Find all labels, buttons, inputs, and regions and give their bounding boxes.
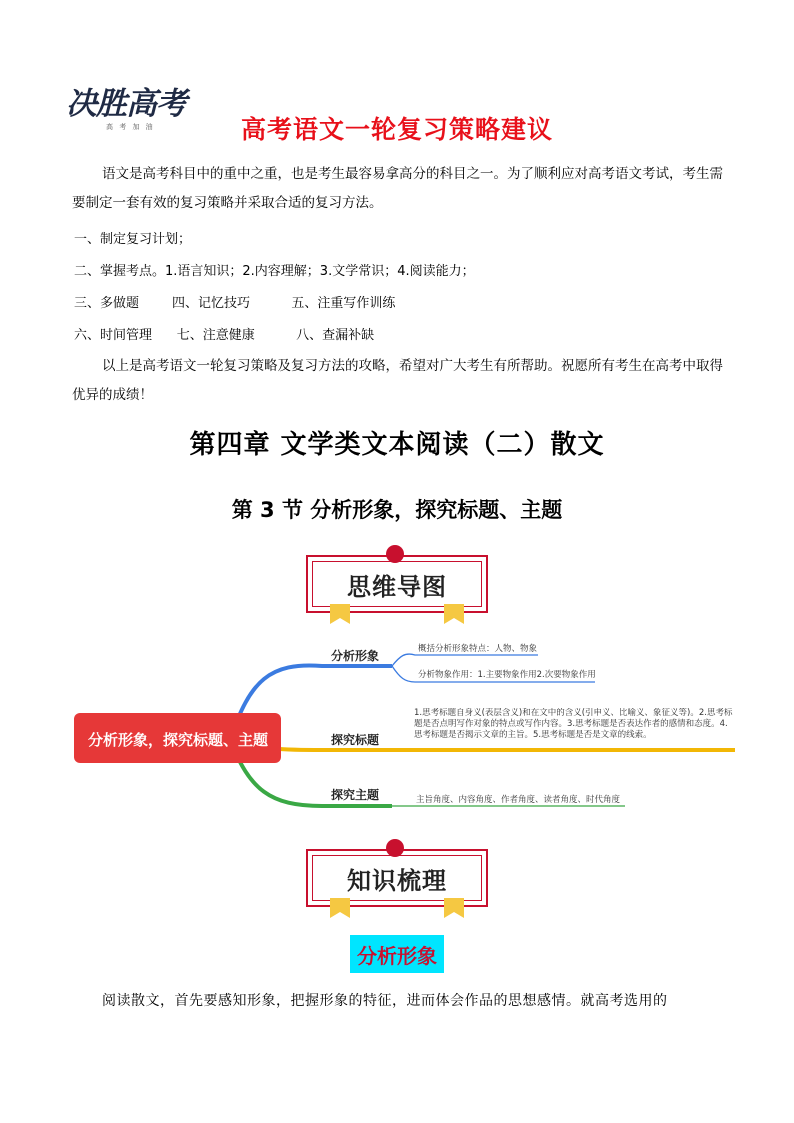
- chapter-title: 第四章 文学类文本阅读（二）散文: [189, 430, 605, 460]
- analyze-image-label: 分析形象: [350, 935, 444, 973]
- branch-2-detail-box: [414, 708, 736, 750]
- branch-1-detail-2: 分析物象作用：1.主要物象作用2.次要物象作用: [418, 670, 596, 680]
- ribbon-icon: [444, 898, 464, 918]
- branch-label-1: 分析形象: [331, 649, 380, 663]
- logo-subtext: 高 考 加 油: [106, 123, 155, 131]
- branch-label-2: 探究标题: [331, 733, 380, 747]
- section-title: 第 3 节 分析形象，探究标题、主题: [231, 498, 563, 522]
- document-title: 高考语文一轮复习策略建议: [240, 115, 553, 144]
- intro-paragraph: 语文是高考科目中的重中之重，也是考生最容易拿高分的科目之一。为了顺利应对高考语文考试，考生需要制定一套有效的复习策略并采取合适的复习方法。: [72, 166, 723, 211]
- detail-connector: [392, 654, 538, 666]
- mindmap-header: 思维导图: [312, 561, 482, 607]
- body-paragraph: 阅读散文，首先要感知形象，把握形象的特征，进而体会作品的思想感情。就高考选用的: [102, 993, 668, 1009]
- mindmap-diagram: [0, 600, 794, 830]
- strategy-line-4: 六、时间管理 七、注意健康 八、查漏补缺: [74, 328, 375, 343]
- strategy-line-3: 三、多做题 四、记忆技巧 五、注重写作训练: [74, 296, 396, 311]
- branch-3-detail-1: 主旨角度、内容角度、作者角度、读者角度、时代角度: [416, 795, 621, 805]
- branch-2-detail: 1.思考标题自身义(表层含义)和在文中的含义(引申义、比喻义、象征义等)。2.思考标题是否点明写作对象的特点或写作内容。3.思考标题是否表达作者的感情和态度。4.思考标题是否揭示文章的主旨。5.思考标题是否是文章的线索。: [414, 708, 733, 740]
- logo-text: 决胜高考: [66, 86, 186, 122]
- branch-label-3: 探究主题: [331, 788, 380, 802]
- outro-paragraph: 以上是高考语文一轮复习策略及复习方法的攻略，希望对广大考生有所帮助。祝愿所有考生在高考中取得优异的成绩！: [72, 358, 723, 403]
- red-dot-icon: [386, 545, 404, 563]
- strategy-line-1: 一、制定复习计划；: [74, 232, 192, 247]
- strategy-line-2: 二、掌握考点。1.语言知识；2.内容理解；3.文学常识；4.阅读能力；: [74, 264, 475, 279]
- ribbon-icon: [330, 898, 350, 918]
- mindmap-root-label: 分析形象，探究标题、主题: [87, 731, 269, 749]
- knowledge-header: 知识梳理: [312, 855, 482, 901]
- branch-1-detail-1: 概括分析形象特点：人物、物象: [418, 644, 538, 654]
- red-dot-icon: [386, 839, 404, 857]
